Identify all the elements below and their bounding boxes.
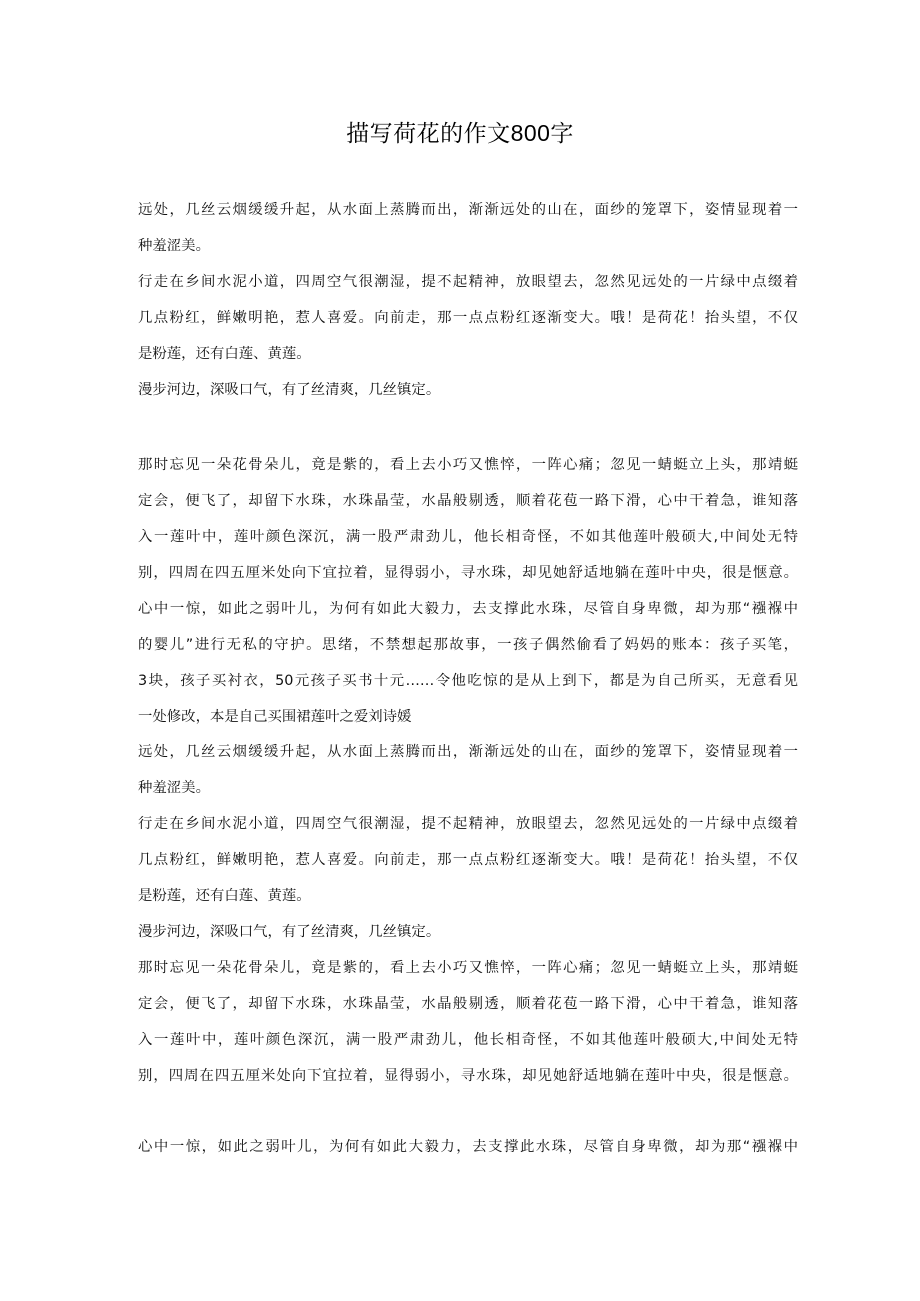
text-line: 远处，几丝云烟缓缓升起，从水面上蒸腾而出，渐渐远处的山在，面纱的笼罩下，姿情显现着一 bbox=[138, 744, 798, 760]
text-line: 心中一惊，如此之弱叶儿，为何有如此大毅力，去支撑此水珠，尽管自身卑微，却为那“襁褓中 bbox=[138, 1139, 798, 1155]
text-line: 的婴儿”进行无私的守护。思绪，不禁想起那故事，一孩子偶然偷看了妈妈的账本：孩子买笔， bbox=[138, 637, 798, 653]
text-line: 行走在乡间水泥小道，四周空气很潮湿，提不起精神，放眼望去，忽然见远处的一片绿中点缀着 bbox=[138, 816, 798, 832]
text-line: 定会，便飞了，却留下水珠，水珠晶莹，水晶般剔透，顺着花苞一路下滑，心中干着急，谁知落 bbox=[138, 996, 798, 1012]
text-line: 3块，孩子买衬衣，50元孩子买书十元……令他吃惊的是从上到下，都是为自己所买，无意看见 bbox=[138, 673, 798, 689]
text-line: 入一莲叶中，莲叶颜色深沉，满一股严肃劲儿，他长相奇怪，不如其他莲叶般硕大,中间处无特 bbox=[138, 1032, 798, 1048]
text-line: 远处，几丝云烟缓缓升起，从水面上蒸腾而出，渐渐远处的山在，面纱的笼罩下，姿情显现着一 bbox=[138, 202, 798, 218]
text-line: 那时忘见一朵花骨朵儿，竟是紫的，看上去小巧又憔悴，一阵心痛；忽见一蜻蜓立上头，那靖蜓 bbox=[138, 457, 798, 473]
text-line: 一处修改，本是自己买围裙莲叶之爱刘诗媛 bbox=[138, 709, 412, 725]
text-line: 种羞涩美。 bbox=[138, 780, 210, 796]
text-line: 那时忘见一朵花骨朵儿，竟是紫的，看上去小巧又憔悴，一阵心痛；忽见一蜻蜓立上头，那靖蜓 bbox=[138, 960, 798, 976]
text-line: 种羞涩美。 bbox=[138, 238, 210, 254]
text-line: 别，四周在四五厘米处向下宜拉着，显得弱小，寻水珠，却见她舒适地躺在莲叶中央，很是惬意。 bbox=[138, 565, 798, 581]
text-line: 几点粉红，鲜嫩明艳，惹人喜爱。向前走，那一点点粉红逐渐变大。哦！是荷花！抬头望，不仅 bbox=[138, 852, 798, 868]
document-title: 描写荷花的作文800字 bbox=[346, 120, 574, 146]
text-line: 行走在乡间水泥小道，四周空气很潮湿，提不起精神，放眼望去，忽然见远处的一片绿中点缀着 bbox=[138, 274, 798, 290]
text-line: 几点粉红，鲜嫩明艳，惹人喜爱。向前走，那一点点粉红逐渐变大。哦！是荷花！抬头望，不仅 bbox=[138, 310, 798, 326]
text-line: 心中一惊，如此之弱叶儿，为何有如此大毅力，去支撑此水珠，尽管自身卑微，却为那“襁褓中 bbox=[138, 601, 798, 617]
text-line: 漫步河边，深吸口气，有了丝清爽，几丝镇定。 bbox=[138, 924, 441, 940]
text-line: 是粉莲，还有白莲、黄莲。 bbox=[138, 346, 311, 362]
text-line: 漫步河边，深吸口气，有了丝清爽，几丝镇定。 bbox=[138, 382, 441, 398]
text-line: 是粉莲，还有白莲、黄莲。 bbox=[138, 888, 311, 904]
text-line: 别，四周在四五厘米处向下宜拉着，显得弱小，寻水珠，却见她舒适地躺在莲叶中央，很是惬意。 bbox=[138, 1068, 798, 1084]
text-line: 定会，便飞了，却留下水珠，水珠晶莹，水晶般剔透，顺着花苞一路下滑，心中干着急，谁知落 bbox=[138, 493, 798, 509]
text-line: 入一莲叶中，莲叶颜色深沉，满一股严肃劲儿，他长相奇怪，不如其他莲叶般硕大,中间处无特 bbox=[138, 529, 798, 545]
